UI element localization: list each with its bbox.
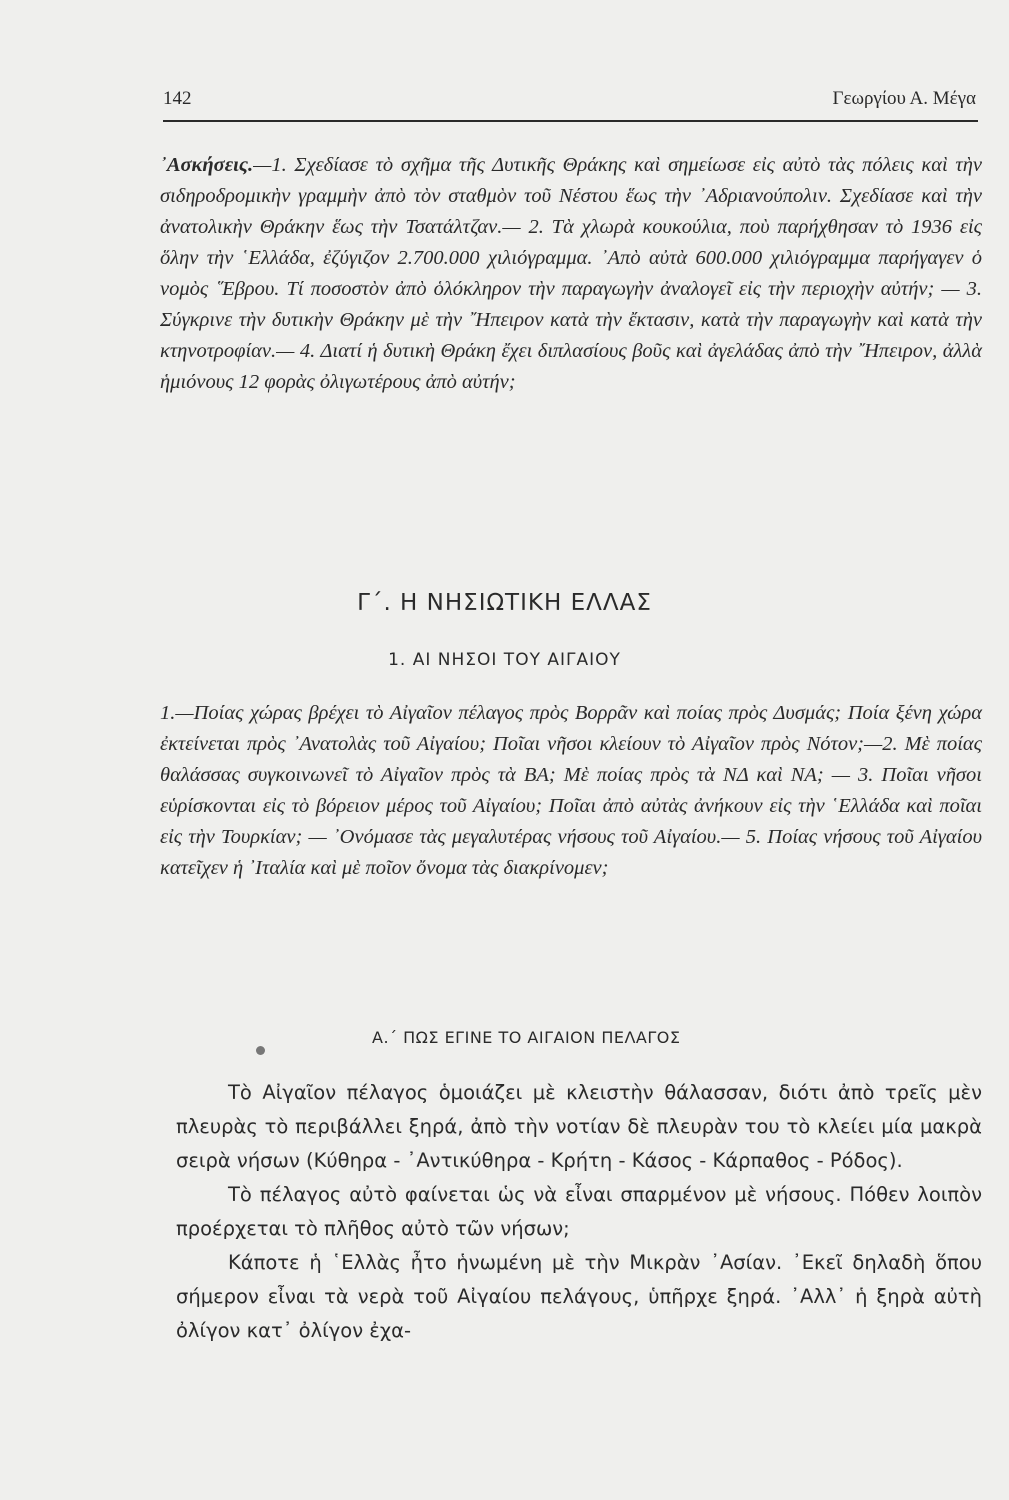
questions-paragraph: 1.—Ποίας χώρας βρέχει τὸ Αἰγαῖον πέλαγος πρὸς Βορρᾶν καὶ ποίας πρὸς Δυσμάς; Ποία ξένη χώρα ἐκτείνεται πρὸς ᾿Ανατολὰς τοῦ Αἰγαίου; Ποῖαι νῆσοι κλείουν τὸ Αἰγαῖον πρὸς Νότον;—2. Μὲ ποίας θαλάσσας συγκοινωνεῖ τὸ Αἰγαῖον πρὸς τὰ ΒΑ; Μὲ ποίας πρὸς τὰ ΝΔ καὶ ΝΑ; — 3. Ποῖαι νῆσοι εὑρίσκονται εἰς τὸ βόρειον μέρος τοῦ Αἰγαίου; Ποῖαι ἀπὸ αὐτὰς ἀνήκουν εἰς τὴν ῾Ελλάδα καὶ ποῖαι εἰς τὴν Τουρκίαν; — ᾿Ονόμασε τὰς μεγαλυτέρας νήσους τοῦ Αἰγαίου.— 5. Ποίας νήσους τοῦ Αἰγαίου κατεῖχεν ἡ ᾿Ιταλία καὶ μὲ ποῖον ὄνομα τὰς διακρίνομεν; — [160, 702, 982, 879]
body-text — [176, 1076, 982, 1348]
subsection-title: 1. ΑΙ ΝΗΣΟΙ ΤΟΥ ΑΙΓΑΙΟΥ — [388, 650, 621, 670]
exercises-text: —1. Σχεδίασε τὸ σχῆμα τῆς Δυτικῆς Θράκης καὶ σημείωσε εἰς αὐτὸ τὰς πόλεις καὶ τὴν σιδηροδρομικὴν γραμμὴν ἀπὸ τὸν σταθμὸν τοῦ Νέστου ἕως τὴν ᾿Αδριανούπολιν. Σχεδίασε καὶ τὴν ἀνατολικὴν Θράκην ἕως τὴν Τσατάλτζαν.— 2. Τὰ χλωρὰ κουκούλια, ποὺ παρήχθησαν τὸ 1936 εἰς ὅλην τὴν ῾Ελλάδα, ἐζύγιζον 2.700.000 χιλιόγραμμα. ᾿Απὸ αὐτὰ 600.000 χιλιόγραμμα παρήγαγεν ὁ νομὸς ῞Εβρου. Τί ποσοστὸν ἀπὸ ὁλόκληρον τὴν παραγωγὴν ἀναλογεῖ εἰς τὴν περιοχὴν αὐτήν; — 3. Σύγκρινε τὴν δυτικὴν Θράκην μὲ τὴν ῎Ηπειρον κατὰ τὴν ἔκτασιν, κατὰ τὴν παραγωγὴν καὶ κατὰ τὴν κτηνοτροφίαν.— 4. Διατί ἡ δυτικὴ Θράκη ἔχει διπλασίους βοῦς καὶ ἀγελάδας ἀπὸ τὴν ῎Ηπειρον, ἀλλὰ ἡμιόνους 12 φορὰς ὀλιγωτέρους ἀπὸ αὐτήν; — [160, 154, 982, 393]
body-paragraph: Τὸ Αἰγαῖον πέλαγος ὁμοιάζει μὲ κλειστὴν θάλασσαν, διότι ἀπὸ τρεῖς μὲν πλευρὰς τὸ περιβάλλει ξηρά, ἀπὸ τὴν νοτίαν δὲ πλευρὰν του τὸ κλείει μία μακρὰ σειρὰ νήσων (Κύθηρα - ᾿Αντικύθηρα - Κρήτη - Κάσος - Κάρπαθος - Ρόδος). — [176, 1081, 982, 1172]
page-number: 142 — [163, 88, 192, 109]
section-title: Γ΄. Η ΝΗΣΙΩΤΙΚΗ ΕΛΛΑΣ — [357, 590, 652, 616]
bullet-dot-icon — [256, 1046, 265, 1055]
exercises-paragraph — [160, 150, 982, 398]
subsection-heading: Α.΄ ΠΩΣ ΕΓΙΝΕ ΤΟ ΑΙΓΑΙΟΝ ΠΕΛΑΓΟΣ — [372, 1028, 681, 1047]
body-paragraph: Τὸ πέλαγος αὐτὸ φαίνεται ὡς νὰ εἶναι σπαρμένον μὲ νήσους. Πόθεν λοιπὸν προέρχεται τὸ πλῆθος αὐτὸ τῶν νήσων; — [176, 1183, 982, 1240]
body-paragraph: Κάποτε ἡ ῾Ελλὰς ἦτο ἡνωμένη μὲ τὴν Μικρὰν ᾿Ασίαν. ᾿Εκεῖ δηλαδὴ ὅπου σήμερον εἶναι τὰ νερὰ τοῦ Αἰγαίου πελάγους, ὑπῆρχε ξηρά. ᾿Αλλ᾿ ἡ ξηρὰ αὐτὴ ὀλίγον κατ᾿ ὀλίγον ἐχα- — [176, 1251, 982, 1342]
running-head: Γεωργίου Α. Μέγα — [832, 88, 976, 109]
exercises-lead: ᾿Ασκήσεις. — [160, 154, 254, 176]
page-header — [163, 84, 978, 122]
